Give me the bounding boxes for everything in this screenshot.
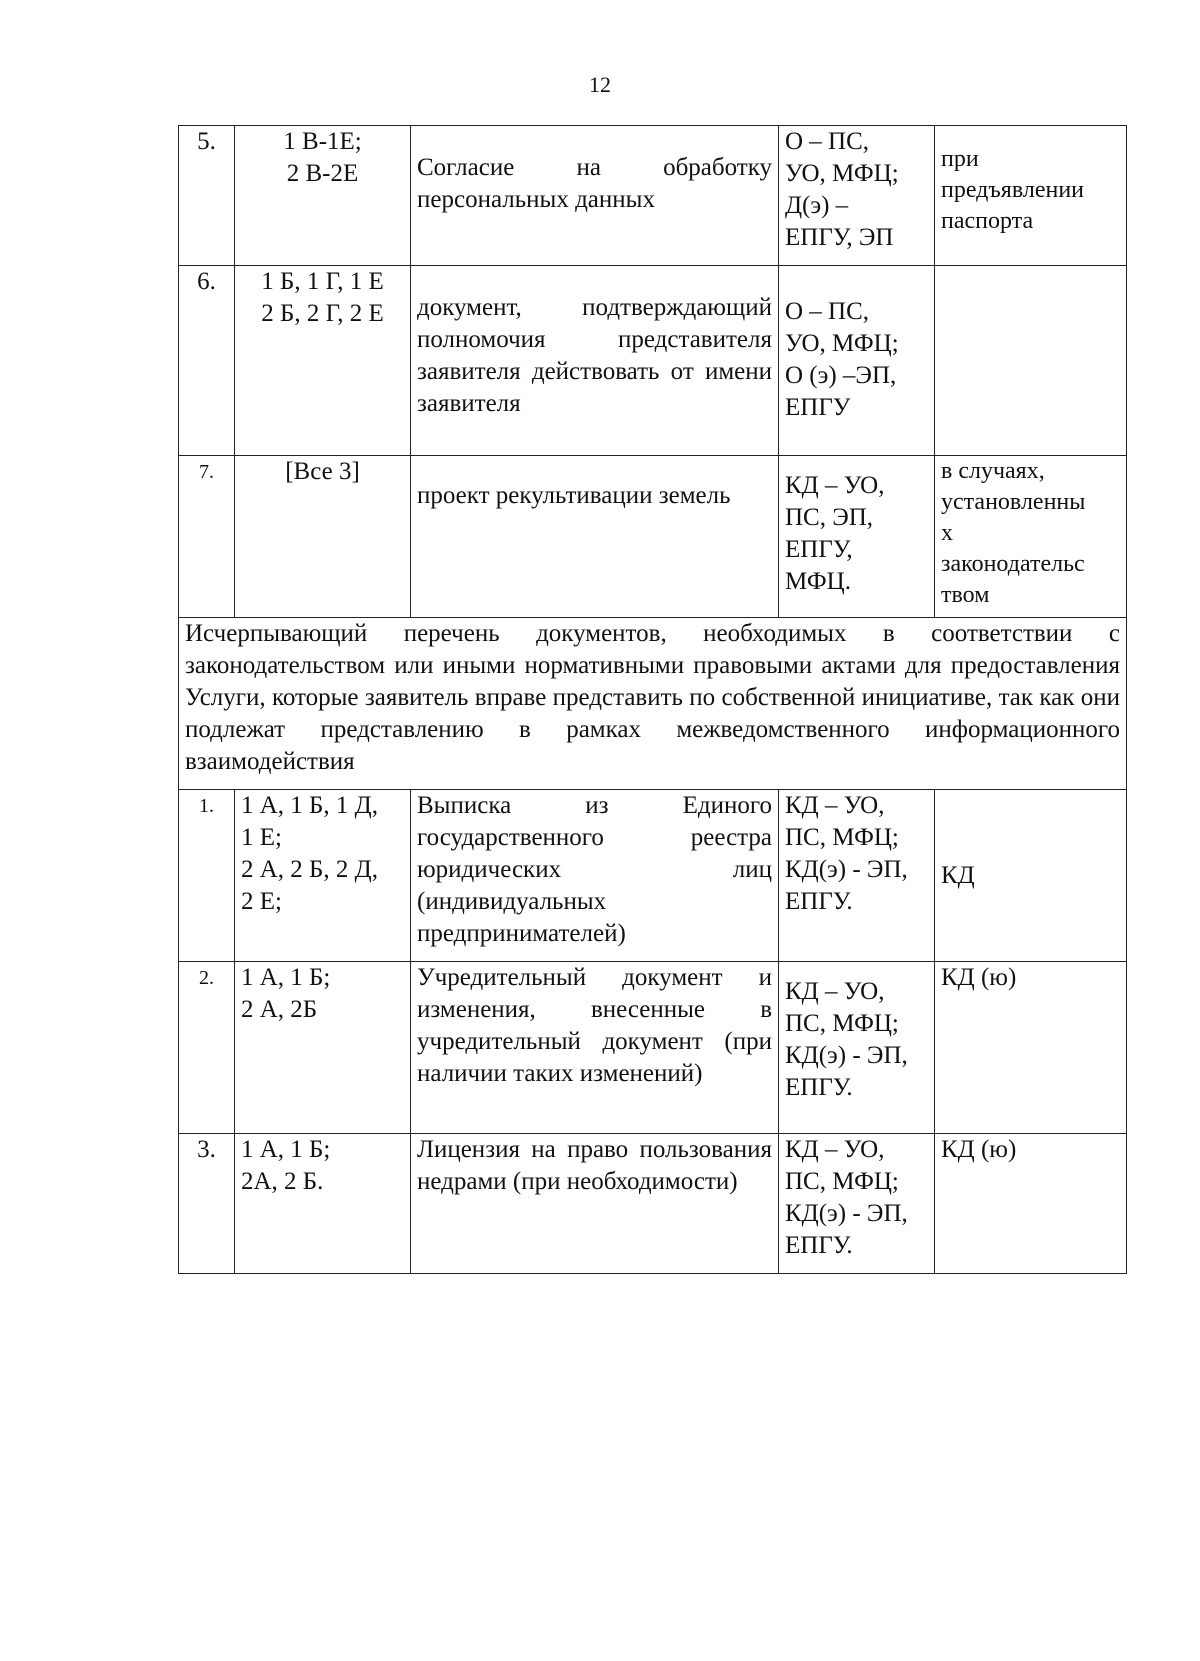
document-description: документ, подтверждающий полномочия представителя заявителя действовать от имени заявителя (411, 266, 779, 456)
applicant-codes (235, 266, 411, 456)
code-line: 1 А, 1 Б, 1 Д, (241, 792, 378, 819)
submission-method (779, 266, 935, 456)
note-line: предъявлении (941, 177, 1085, 203)
note-line: при (941, 146, 979, 172)
document-description: Выписка из Единого государственного реестра юридических лиц (индивидуальных предпринимателей) (411, 790, 779, 962)
table-row (179, 790, 1127, 962)
document-note (935, 790, 1127, 962)
code-line: 1 Б, 1 Г, 1 Е (261, 268, 384, 295)
method-line: ПС, МФЦ; (785, 1010, 899, 1037)
note-line: твом (941, 582, 990, 608)
page-number: 12 (589, 72, 611, 97)
method-line: МФЦ. (785, 568, 851, 595)
code-line: [Все 3] (285, 458, 360, 485)
table-row (179, 126, 1127, 266)
method-line: ЕПГУ. (785, 1232, 853, 1259)
table-row (179, 962, 1127, 1134)
section-heading: Исчерпывающий перечень документов, необходимых в соответствии с законодательством или иными нормативными правовыми актами для предоставления Услуги, которые заявитель вправе представить по собственной инициативе, так как они подлежат представлению в рамках межведомственного информационного взаимодействия (179, 618, 1127, 790)
documents-table (178, 125, 1127, 1274)
note-line: установленны (941, 489, 1086, 515)
row-number: 3. (179, 1134, 235, 1274)
row-number: 7. (179, 456, 235, 618)
document-note (935, 266, 1127, 456)
applicant-codes (235, 1134, 411, 1274)
submission-method (779, 962, 935, 1134)
method-line: УО, МФЦ; (785, 330, 899, 357)
note-line: паспорта (941, 208, 1034, 234)
document-description: Лицензия на право пользования недрами (при необходимости) (411, 1134, 779, 1274)
document-note (935, 456, 1127, 618)
table-row (179, 266, 1127, 456)
row-number: 2. (179, 962, 235, 1134)
code-line: 1 Е; (241, 824, 282, 851)
method-line: О – ПС, (785, 298, 870, 325)
method-line: УО, МФЦ; (785, 160, 899, 187)
method-line: ЕПГУ. (785, 1074, 853, 1101)
method-line: КД(э) - ЭП, (785, 856, 908, 883)
method-line: КД(э) - ЭП, (785, 1200, 908, 1227)
method-line: Д(э) – (785, 192, 849, 219)
code-line: 2 Е; (241, 888, 282, 915)
document-note (935, 1134, 1127, 1274)
document-note (935, 962, 1127, 1134)
note-line: законодательс (941, 551, 1085, 577)
method-line: О (э) –ЭП, (785, 362, 897, 389)
row-number: 6. (179, 266, 235, 456)
submission-method (779, 1134, 935, 1274)
submission-method (779, 790, 935, 962)
method-line: ЕПГУ, (785, 536, 853, 563)
method-line: КД – УО, (785, 792, 885, 819)
method-line: ПС, ЭП, (785, 504, 874, 531)
note-line: х (941, 520, 953, 546)
note-line: КД (ю) (941, 964, 1017, 991)
row-number: 5. (179, 126, 235, 266)
method-line: КД – УО, (785, 978, 885, 1005)
code-line: 1 А, 1 Б; (241, 964, 331, 991)
applicant-codes (235, 962, 411, 1134)
method-line: КД – УО, (785, 472, 885, 499)
note-line: КД (941, 861, 975, 889)
table-row (179, 456, 1127, 618)
method-line: КД – УО, (785, 1136, 885, 1163)
code-line: 2 А, 2 Б, 2 Д, (241, 856, 378, 883)
section-heading-row (179, 618, 1127, 790)
document-note (935, 126, 1127, 266)
applicant-codes (235, 456, 411, 618)
code-line: 2А, 2 Б. (241, 1168, 324, 1195)
applicant-codes (235, 126, 411, 266)
method-line: КД(э) - ЭП, (785, 1042, 908, 1069)
document-description: проект рекультивации земель (411, 456, 779, 618)
document-description: Согласие на обработку персональных данных (411, 126, 779, 266)
note-line: в случаях, (941, 458, 1045, 484)
method-line: О – ПС, (785, 128, 870, 155)
method-line: ПС, МФЦ; (785, 824, 899, 851)
code-line: 2 А, 2Б (241, 996, 318, 1023)
row-number: 1. (179, 790, 235, 962)
code-line: 1 В-1Е; (283, 128, 362, 155)
method-line: ПС, МФЦ; (785, 1168, 899, 1195)
table-row (179, 1134, 1127, 1274)
code-line: 1 А, 1 Б; (241, 1136, 331, 1163)
note-line: КД (ю) (941, 1136, 1017, 1163)
document-description: Учредительный документ и изменения, внесенные в учредительный документ (при наличии таких изменений) (411, 962, 779, 1134)
submission-method (779, 456, 935, 618)
code-line: 2 В-2Е (286, 160, 359, 187)
method-line: ЕПГУ, ЭП (785, 224, 894, 251)
code-line: 2 Б, 2 Г, 2 Е (261, 300, 384, 327)
submission-method (779, 126, 935, 266)
applicant-codes (235, 790, 411, 962)
method-line: ЕПГУ (785, 394, 851, 421)
method-line: ЕПГУ. (785, 888, 853, 915)
